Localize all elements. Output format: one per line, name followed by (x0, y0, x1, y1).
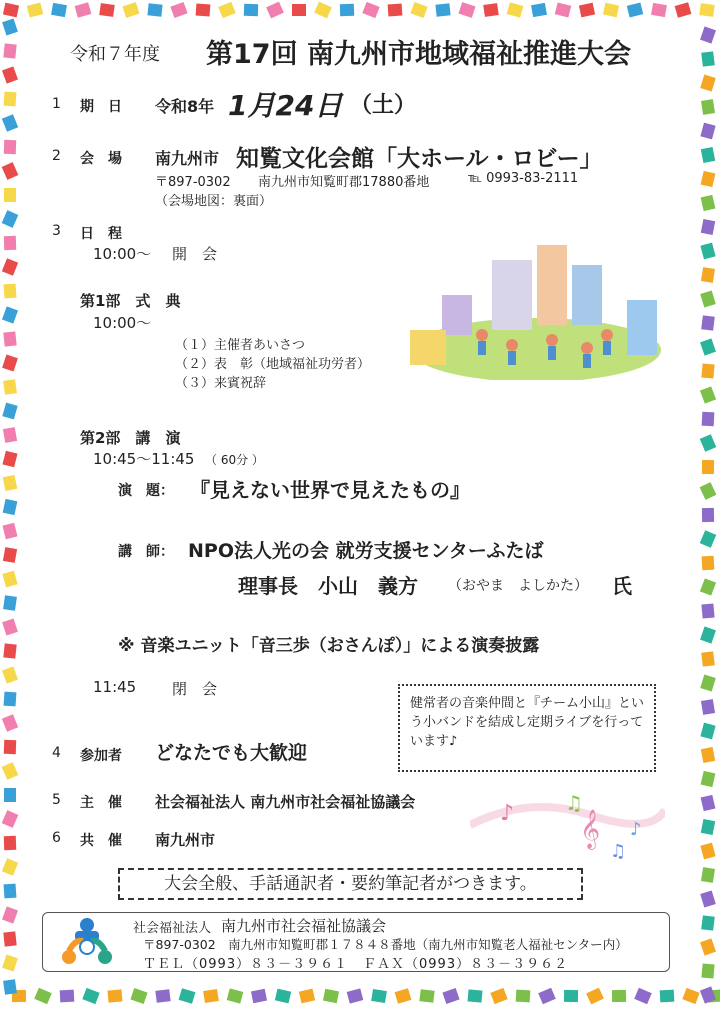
bunting-flag (314, 2, 332, 19)
bunting-flag (27, 2, 43, 17)
bunting-flag (3, 379, 17, 395)
date-weekday: （土） (350, 93, 417, 118)
bunting-flag (702, 556, 715, 571)
lecturer-suffix: 氏 (612, 574, 632, 598)
program-item: （２）表 彰（地域福祉功労者） (175, 357, 371, 372)
svg-text:♪: ♪ (630, 819, 642, 840)
close-time: 11:45 (93, 678, 137, 696)
bunting-flag (4, 284, 17, 299)
organizer-label: 主 催 (80, 795, 122, 811)
bunting-flag (51, 3, 67, 17)
bunting-flag (2, 906, 18, 923)
date-day: 1月24日 (228, 89, 343, 122)
bunting-flag (2, 714, 18, 731)
bunting-flag (2, 451, 17, 467)
bunting-flag (701, 51, 715, 66)
bunting-flag (3, 547, 17, 563)
bunting-flag (701, 699, 715, 715)
bunting-flag (627, 2, 643, 17)
bunting-flag (3, 3, 19, 18)
close-label: 閉 会 (172, 680, 218, 698)
bunting-flag (2, 810, 19, 828)
bunting-flag (155, 989, 170, 1003)
bunting-flag (410, 2, 427, 18)
item-number: 3 (52, 223, 61, 239)
bunting-flag (701, 171, 716, 187)
bunting-flag (702, 460, 714, 474)
organizer-contact-box (42, 912, 670, 972)
interpreter-notice: 大会全般、手話通訳者・要約筆記者がつきます。 (164, 874, 537, 894)
bunting-flag (299, 989, 315, 1004)
bunting-flag (3, 979, 17, 995)
bunting-flag (490, 988, 507, 1004)
bunting-flag (435, 3, 450, 16)
theme-label: 演 題： (118, 483, 174, 499)
bunting-flag (651, 3, 667, 17)
bunting-flag (227, 988, 244, 1003)
bunting-flag (4, 236, 16, 250)
bunting-flag (60, 990, 75, 1003)
bunting-flag (75, 2, 92, 17)
bunting-flag (555, 2, 571, 17)
date-label: 期 日 (80, 99, 122, 115)
item-number: 2 (52, 148, 61, 164)
bunting-flag (700, 578, 716, 595)
bunting-flag (700, 675, 716, 692)
bunting-flag (700, 243, 715, 260)
bunting-flag (2, 858, 18, 875)
bunting-flag (516, 990, 531, 1003)
bunting-flag (701, 195, 716, 211)
open-time: 10:00～ (93, 245, 152, 263)
lecturer-note-box (398, 684, 656, 772)
bunting-flag (4, 692, 17, 707)
open-label: 開 会 (172, 245, 218, 263)
schedule-label: 日 程 (80, 226, 122, 242)
organizer-value: 社会福祉法人 南九州市社会福祉協議会 (155, 793, 416, 811)
bunting-flag (682, 988, 699, 1004)
bunting-flag (203, 989, 219, 1003)
page-title: 第17回 南九州市地域福祉推進大会 (206, 39, 631, 70)
bunting-flag (2, 523, 17, 539)
bunting-flag (2, 210, 19, 228)
bunting-flag (170, 2, 187, 18)
svg-text:𝄞: 𝄞 (580, 809, 601, 849)
bunting-flag (130, 988, 147, 1004)
bunting-flag (179, 988, 196, 1004)
lecture-theme: 『見えない世界で見えたもの』 (190, 478, 470, 502)
cosponsor-label: 共 催 (80, 833, 122, 849)
music-performance: ※ 音楽ユニット「音三歩（おさんぽ）」による演奏披露 (118, 636, 540, 656)
bunting-flag (700, 434, 717, 452)
bunting-flag (2, 954, 18, 971)
bunting-flag (34, 988, 52, 1005)
bunting-flag (700, 626, 716, 643)
bunting-flag (701, 747, 715, 763)
bunting-flag (4, 740, 16, 754)
bunting-flag (4, 788, 16, 802)
community-town-illustration (402, 240, 670, 380)
bunting-flag (4, 140, 16, 154)
bunting-flag (700, 338, 716, 355)
bunting-flag (388, 4, 403, 17)
bunting-flag (3, 499, 18, 515)
bunting-flag (701, 964, 714, 979)
venue-address: 南九州市知覧町郡17880番地 (258, 175, 430, 190)
bunting-flag (2, 258, 18, 275)
part1-title: 第1部 式 典 (80, 292, 181, 310)
bunting-flag (701, 219, 715, 235)
music-notes-icon (470, 785, 665, 860)
bunting-flag (701, 147, 715, 163)
bunting-flag (2, 306, 18, 323)
bunting-flag (3, 427, 17, 443)
bunting-flag (507, 2, 524, 17)
participants-value: どなたでも大歓迎 (155, 742, 308, 764)
cosponsor-value: 南九州市 (155, 831, 216, 849)
bunting-flag (3, 595, 17, 611)
bunting-flag (4, 836, 16, 850)
bunting-flag (218, 2, 235, 18)
lecturer-org: NPO法人光の会 就労支援センターふたば (188, 540, 544, 562)
bunting-flag (108, 989, 123, 1002)
bunting-flag (2, 162, 19, 180)
bunting-flag (699, 3, 715, 17)
bunting-flag (538, 988, 556, 1005)
lecturer-kana: （おやま よしかた） (448, 578, 588, 594)
venue-postal: 〒897-0302 (155, 175, 231, 190)
bunting-flag (2, 666, 18, 683)
footer-tel: ＴＥＬ（0993）８３－３９６１ (143, 957, 349, 972)
bunting-flag (4, 188, 16, 202)
bunting-flag (2, 618, 18, 635)
bunting-flag (700, 938, 716, 955)
bunting-flag (340, 4, 354, 16)
footer-fax: ＦＡＸ（0993）８３－３９６２ (363, 957, 569, 972)
bunting-flag (4, 884, 17, 899)
bunting-flag (701, 267, 715, 283)
fiscal-year: 令和７年度 (70, 44, 160, 65)
bunting-flag (701, 604, 714, 619)
part2-title: 第2部 講 演 (80, 429, 181, 447)
venue-name: 知覧文化会館「大ホール・ロビー」 (236, 146, 603, 172)
bunting-flag (442, 988, 459, 1004)
bunting-flag (483, 3, 499, 17)
bunting-flag (701, 795, 716, 811)
venue-tel: ℡ 0993-83-2111 (468, 171, 579, 186)
bunting-flag (4, 92, 17, 107)
bunting-flag (371, 989, 387, 1003)
participants-label: 参加者 (80, 748, 122, 764)
item-number: 4 (52, 745, 61, 761)
bunting-flag (700, 843, 715, 860)
bunting-flag (603, 3, 619, 18)
lecturer-name: 理事長 小山 義方 (238, 574, 418, 598)
bunting-flag (700, 75, 716, 92)
bunting-flag (700, 891, 716, 908)
bunting-flag (564, 990, 578, 1002)
bunting-flag (701, 99, 715, 115)
bunting-flag (702, 508, 714, 522)
bunting-flag (3, 931, 16, 946)
bunting-flag (700, 530, 717, 548)
bunting-flag (2, 66, 18, 83)
part1-time: 10:00～ (93, 314, 152, 332)
bunting-flag (3, 43, 16, 58)
bunting-flag (2, 571, 17, 588)
svg-text:♫: ♫ (565, 791, 583, 815)
bunting-flag (266, 2, 284, 19)
bunting-flag (196, 4, 211, 17)
bunting-flag (2, 403, 17, 420)
bunting-flag (700, 482, 717, 500)
item-number: 5 (52, 792, 61, 808)
bunting-flag (701, 867, 715, 883)
footer-address: 〒897-0302 南九州市知覧町郡１７８４８番地（南九州市知覧老人福祉センター内） (143, 937, 628, 952)
bunting-flag (395, 988, 412, 1004)
bunting-flag (3, 331, 16, 346)
bunting-flag (2, 762, 19, 780)
bunting-flag (2, 354, 18, 371)
item-number: 1 (52, 96, 61, 112)
bunting-flag (700, 291, 716, 308)
bunting-flag (2, 114, 18, 131)
venue-label: 会 場 (80, 151, 122, 167)
bunting-flag (702, 412, 715, 427)
bunting-flag (660, 990, 675, 1003)
bunting-flag (612, 990, 626, 1002)
bunting-flag (579, 3, 595, 18)
footer-org-type: 社会福祉法人 (133, 921, 212, 936)
bunting-flag (458, 2, 475, 18)
program-item: （３）来賓祝辞 (175, 376, 267, 391)
bunting-flag (99, 3, 115, 17)
bunting-flag (251, 989, 267, 1003)
bunting-flag (122, 2, 139, 18)
footer-org-name: 南九州市社会福祉協議会 (221, 917, 387, 935)
bunting-flag (701, 315, 715, 330)
bunting-flag (3, 475, 18, 491)
bunting-flag (700, 26, 716, 43)
lecturer-note: 健常者の音楽仲間と『チーム小山』という小バンドを結成し定期ライブを行っています♪ (410, 696, 645, 749)
bunting-flag (701, 364, 714, 379)
council-logo-icon (61, 917, 113, 969)
program-item: （１）主催者あいさつ (175, 338, 306, 353)
bunting-flag (586, 988, 604, 1005)
bunting-flag (531, 3, 547, 17)
venue-map-note: （会場地図：裏面） (155, 194, 273, 209)
bunting-flag (347, 988, 364, 1003)
bunting-flag (701, 915, 715, 930)
bunting-flag (634, 988, 652, 1005)
interpreter-notice-box (118, 868, 583, 900)
svg-text:♫: ♫ (610, 841, 627, 860)
bunting-flag (700, 386, 716, 403)
lecturer-label: 講 師： (118, 544, 174, 560)
bunting-flag (701, 651, 715, 666)
part2-time: 10:45～11:45 (93, 450, 195, 468)
bunting-flag (675, 2, 692, 17)
venue-city: 南九州市 (155, 149, 220, 168)
bunting-flag (3, 643, 16, 658)
bunting-flag (323, 989, 339, 1003)
bunting-flag (701, 771, 716, 787)
bunting-flag (419, 989, 434, 1003)
bunting-flag (292, 4, 306, 16)
bunting-flag (701, 819, 715, 835)
bunting-flag (362, 2, 379, 18)
svg-text:♪: ♪ (500, 801, 515, 826)
bunting-flag (244, 4, 258, 16)
bunting-flag (700, 123, 715, 140)
bunting-flag (275, 989, 291, 1004)
bunting-flag (700, 723, 715, 740)
item-number: 6 (52, 830, 61, 846)
bunting-flag (147, 3, 162, 16)
part2-duration: （ 60分 ） (205, 453, 264, 467)
bunting-flag (2, 18, 18, 35)
date-era: 令和8年 (155, 97, 215, 116)
bunting-flag (468, 989, 483, 1002)
bunting-flag (82, 988, 99, 1004)
